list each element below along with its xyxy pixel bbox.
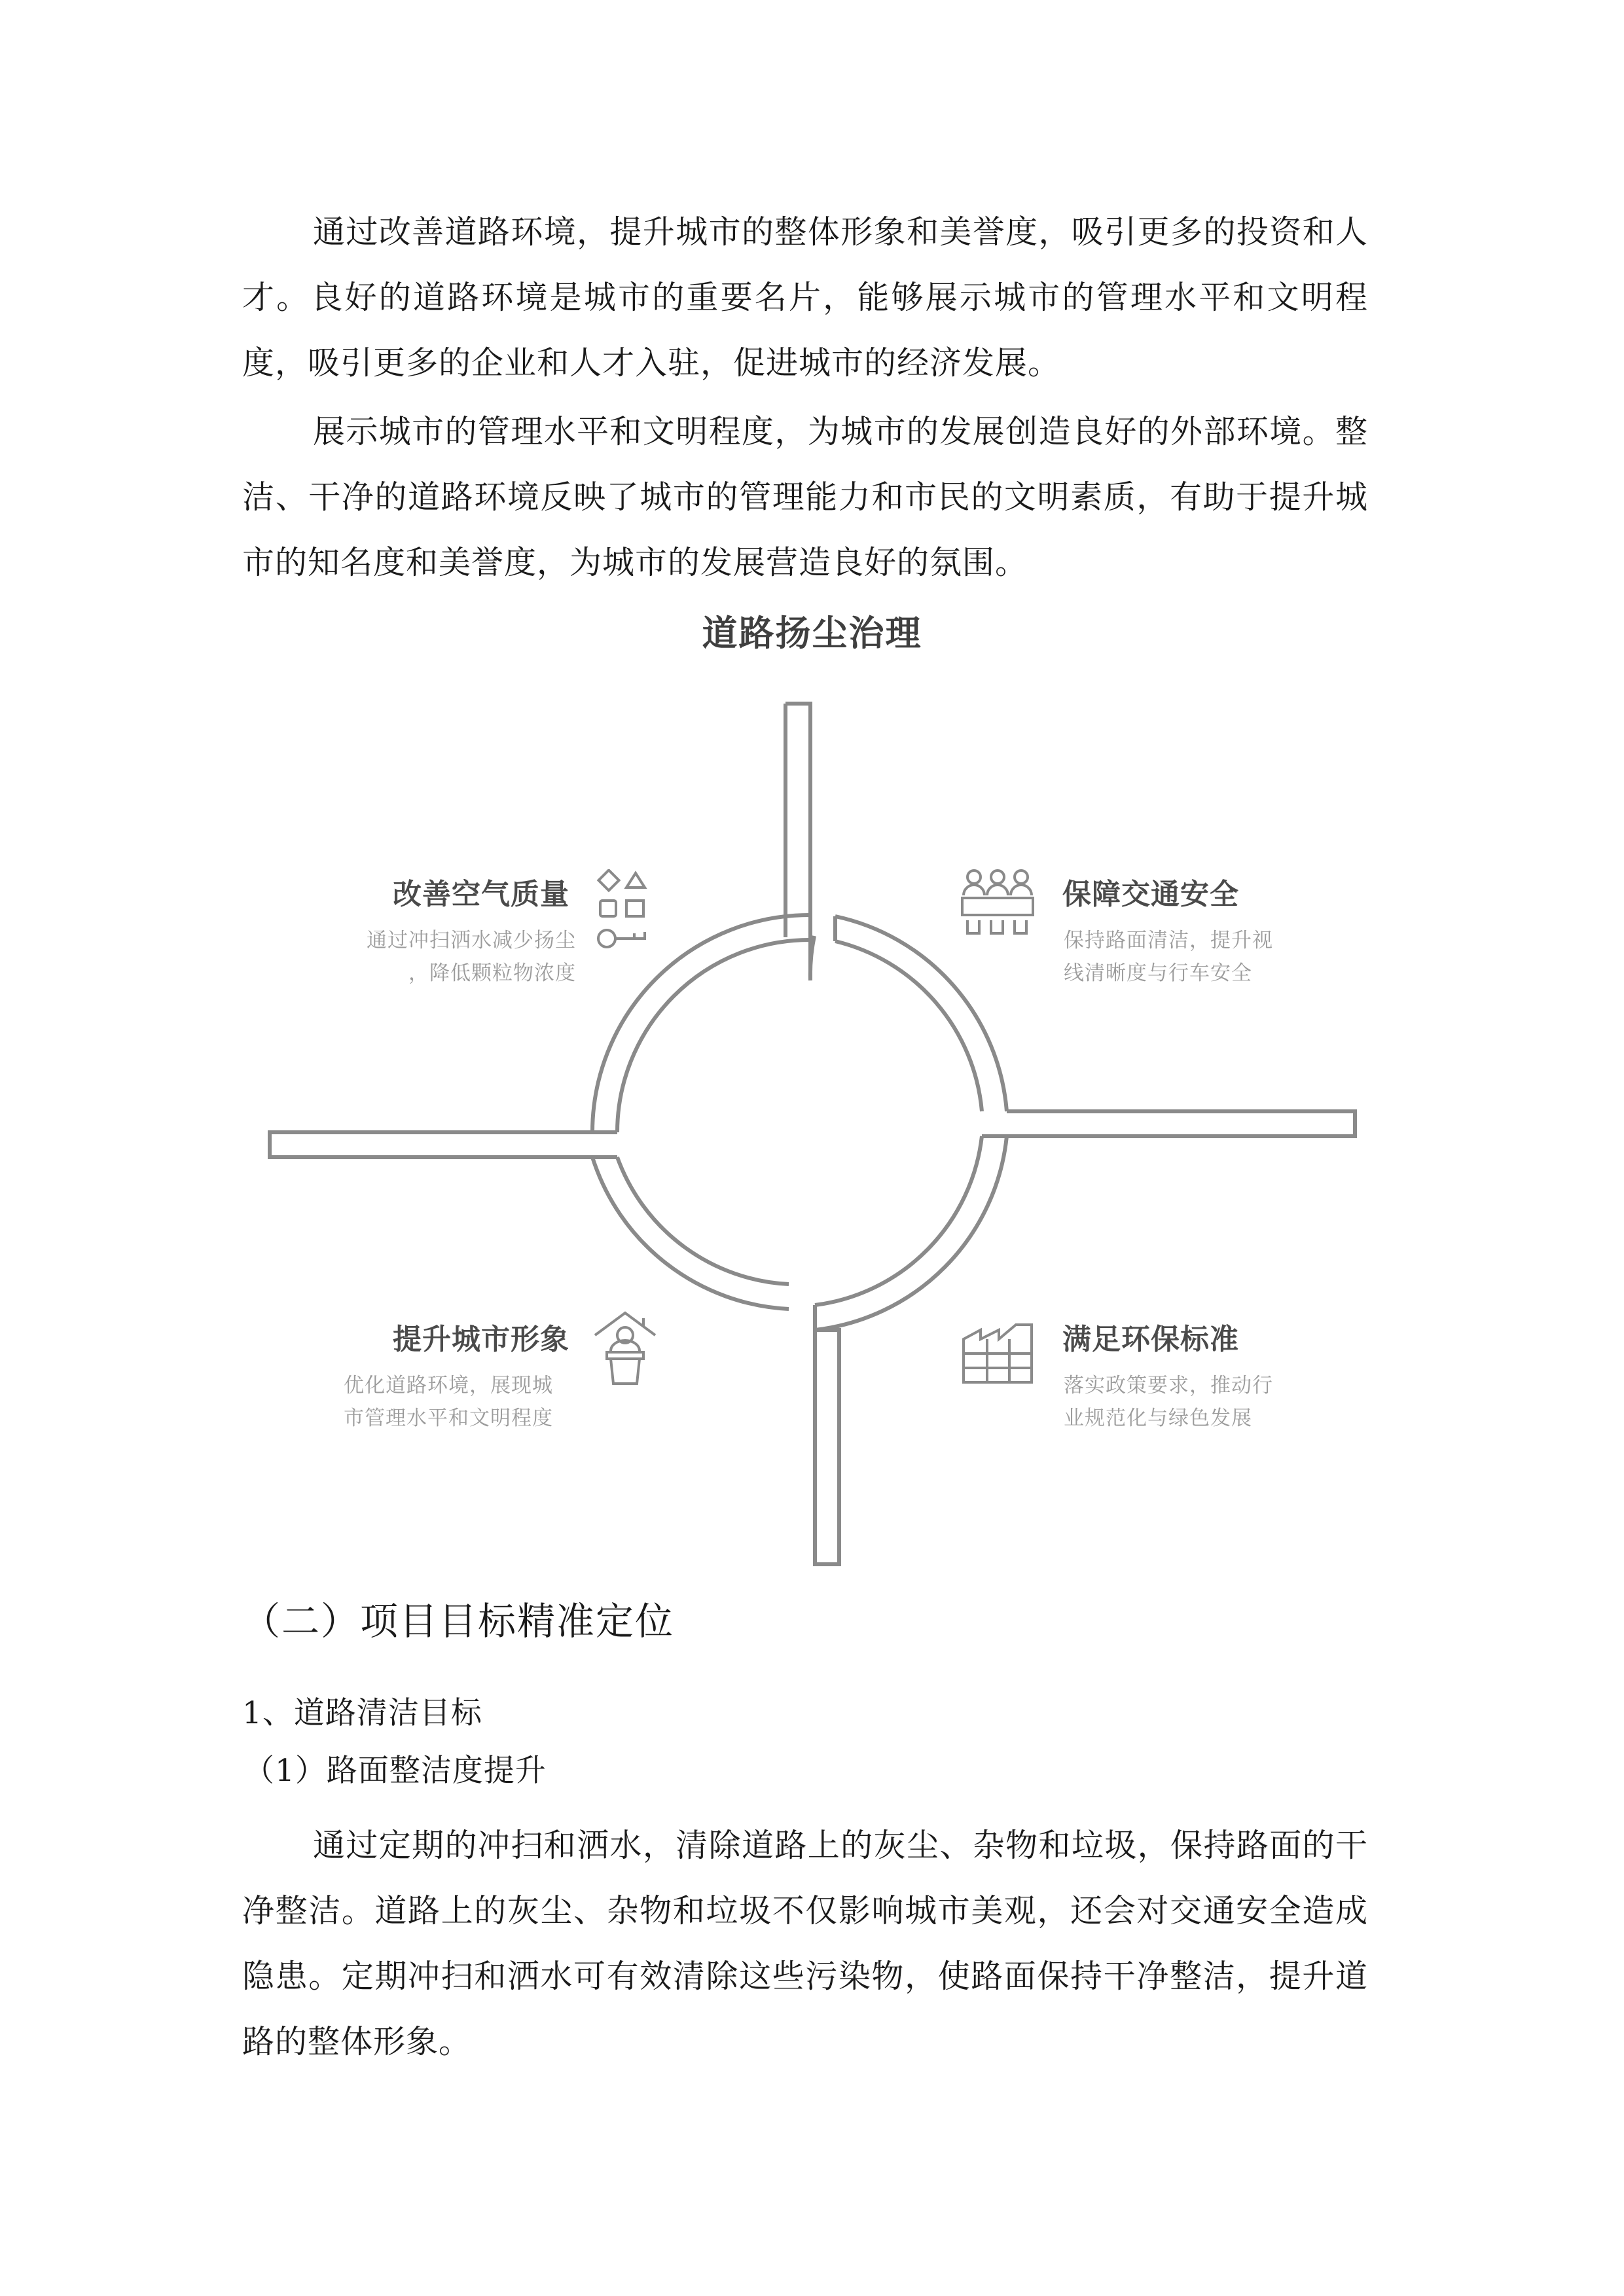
quadrant-title-env: 满足环保标准 bbox=[1062, 1323, 1239, 1356]
people-at-table-icon bbox=[961, 869, 1038, 948]
quadrant-title-air: 改善空气质量 bbox=[393, 878, 569, 911]
quadrant-title-safety: 保障交通安全 bbox=[1062, 878, 1239, 911]
quadrant-desc-safety bbox=[1064, 924, 1339, 990]
quadrant-desc-image bbox=[344, 1369, 605, 1435]
quadrant-desc-line: 通过冲扫洒水减少扬尘 bbox=[367, 929, 576, 952]
sub-subsection-heading: （1）路面整洁度提升 bbox=[244, 1753, 547, 1789]
quadrant-desc-line: ，降低颗粒物浓度 bbox=[408, 961, 576, 985]
quadrant-title-image: 提升城市形象 bbox=[393, 1323, 569, 1356]
diagram-title: 道路扬尘治理 bbox=[702, 613, 922, 654]
quadrant-desc-env bbox=[1064, 1369, 1339, 1435]
quadrant-desc-line: 业规范化与绿色发展 bbox=[1064, 1407, 1252, 1430]
factory-grid-icon bbox=[961, 1321, 1038, 1386]
road-bottom bbox=[815, 1305, 839, 1564]
paragraph-3: 通过定期的冲扫和洒水，清除道路上的灰尘、杂物和垃圾，保持路面的干净整洁。道路上的灰尘、杂物和垃圾不仅影响城市美观，还会对交通安全造成隐患。定期冲扫和洒水可有效清除这些污染物，使路面保持干净整洁，提升道路的整体形象。 bbox=[242, 1827, 1368, 2060]
quadrant-desc-air bbox=[308, 924, 576, 990]
ring-bottom-right-inner bbox=[815, 1136, 982, 1305]
subsection-heading: 1、道路清洁目标 bbox=[242, 1695, 482, 1731]
shapes-icon bbox=[592, 869, 664, 954]
ring-bottom-left-outer bbox=[592, 1157, 789, 1309]
quadrant-desc-line: 线清晰度与行车安全 bbox=[1064, 961, 1252, 985]
road-left bbox=[270, 1132, 592, 1157]
ring-top-right-inner bbox=[835, 941, 982, 1111]
road-right bbox=[1007, 1111, 1355, 1136]
ring-bottom-left-inner bbox=[617, 1157, 789, 1284]
section-heading: （二）项目目标精准定位 bbox=[242, 1599, 675, 1643]
paragraph-1: 通过改善道路环境，提升城市的整体形象和美誉度，吸引更多的投资和人才。良好的道路环境是城市的重要名片，能够展示城市的管理水平和文明程度，吸引更多的企业和人才入驻，促进城市的经济发展。 bbox=[242, 213, 1368, 382]
quadrant-desc-line: 保持路面清洁，提升视 bbox=[1064, 929, 1273, 952]
quadrant-desc-line: 落实政策要求，推动行 bbox=[1064, 1374, 1273, 1397]
paragraph-2: 展示城市的管理水平和文明程度，为城市的发展创造良好的外部环境。整洁、干净的道路环境反映了城市的管理能力和市民的文明素质，有助于提升城市的知名度和美誉度，为城市的发展营造良好的氛围。 bbox=[242, 413, 1368, 581]
quadrant-desc-line: 市管理水平和文明程度 bbox=[344, 1407, 553, 1430]
ring-top-left-inner bbox=[617, 940, 810, 1132]
quadrant-desc-line: 优化道路环境，展现城 bbox=[344, 1374, 553, 1397]
house-with-person-icon bbox=[592, 1309, 661, 1394]
